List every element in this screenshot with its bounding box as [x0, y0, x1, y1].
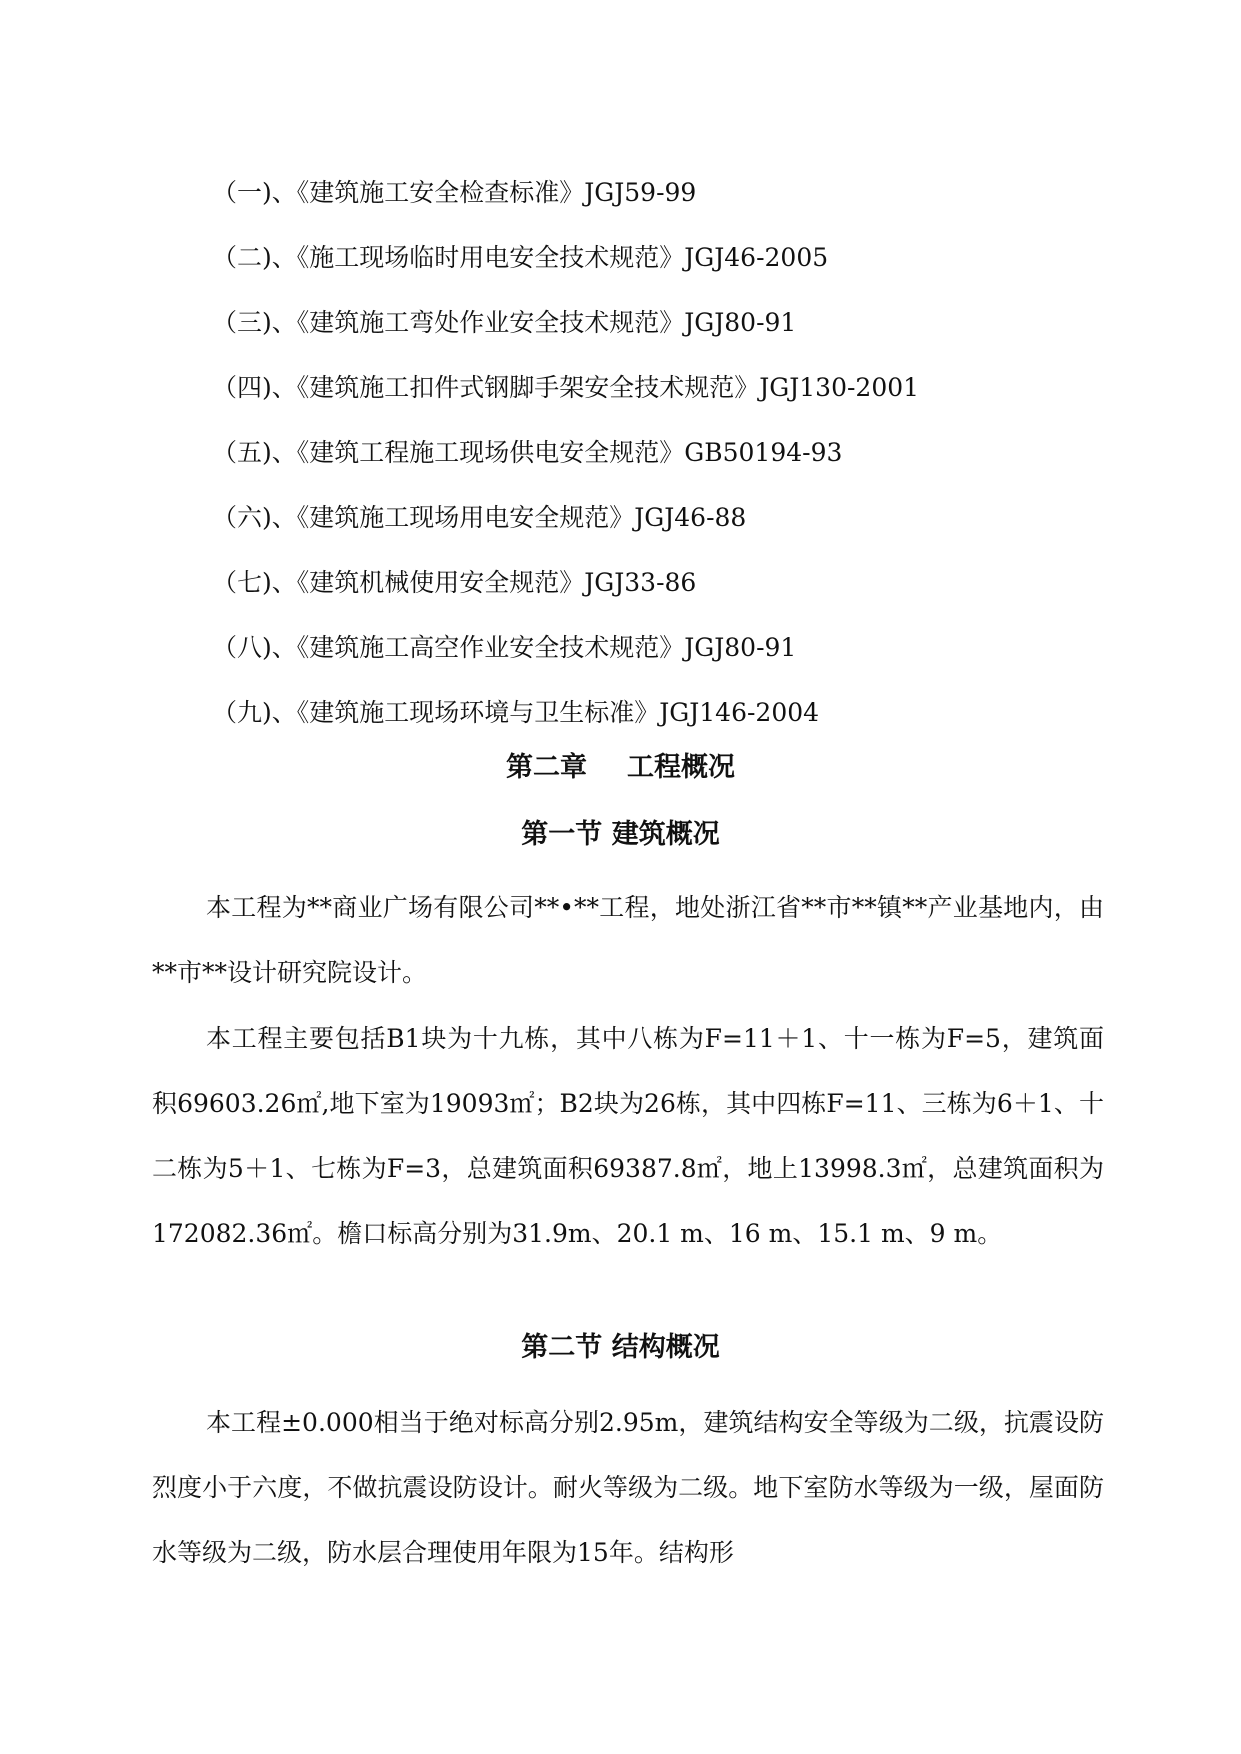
standard-item: （一)、《建筑施工安全检查标准》JGJ59-99: [212, 178, 697, 207]
standard-item: （八)、《建筑施工高空作业安全技术规范》JGJ80-91: [212, 633, 797, 662]
chapter-heading: [0, 745, 1241, 784]
structure-overview-paragraph-1: 本工程±0.000相当于绝对标高分别2.95m，建筑结构安全等级为二级，抗震设防烈度小于六度，不做抗震设防设计。耐火等级为二级。地下室防水等级为一级，屋面防水等级为二级，防水层合理使用年限为15年。结构形: [152, 1408, 1104, 1567]
standard-item: （九)、《建筑施工现场环境与卫生标准》JGJ146-2004: [212, 698, 820, 727]
standard-item: （三)、《建筑施工弯处作业安全技术规范》JGJ80-91: [212, 308, 797, 337]
section-heading-building-overview: 第一节 建筑概况: [521, 819, 720, 850]
standard-item: （二)、《施工现场临时用电安全技术规范》JGJ46-2005: [212, 243, 829, 272]
chapter-number: 第二章: [506, 752, 587, 783]
section-heading-structure-overview: 第二节 结构概况: [521, 1332, 720, 1363]
standard-item: （七)、《建筑机械使用安全规范》JGJ33-86: [212, 568, 697, 597]
standard-item: （五)、《建筑工程施工现场供电安全规范》GB50194-93: [212, 438, 843, 467]
standard-item: （四)、《建筑施工扣件式钢脚手架安全技术规范》JGJ130-2001: [212, 373, 920, 402]
standard-item: （六)、《建筑施工现场用电安全规范》JGJ46-88: [212, 503, 747, 532]
building-overview-paragraph-2: 本工程主要包括B1块为十九栋，其中八栋为F=11＋1、十一栋为F=5，建筑面积69603.26㎡,地下室为19093㎡；B2块为26栋，其中四栋F=11、三栋为6＋1、十二栋为5＋1、七栋为F=3，总建筑面积69387.8㎡，地上13998.3㎡，总建筑面积为172082.36㎡。檐口标高分别为31.9m、20.1 m、16 m、15.1 m、9 m。: [152, 1024, 1104, 1248]
chapter-title: 工程概况: [627, 752, 735, 783]
building-overview-paragraph-1: 本工程为**商业广场有限公司**•**工程，地处浙江省**市**镇**产业基地内，由**市**设计研究院设计。: [152, 893, 1104, 987]
standards-list: [212, 160, 919, 745]
